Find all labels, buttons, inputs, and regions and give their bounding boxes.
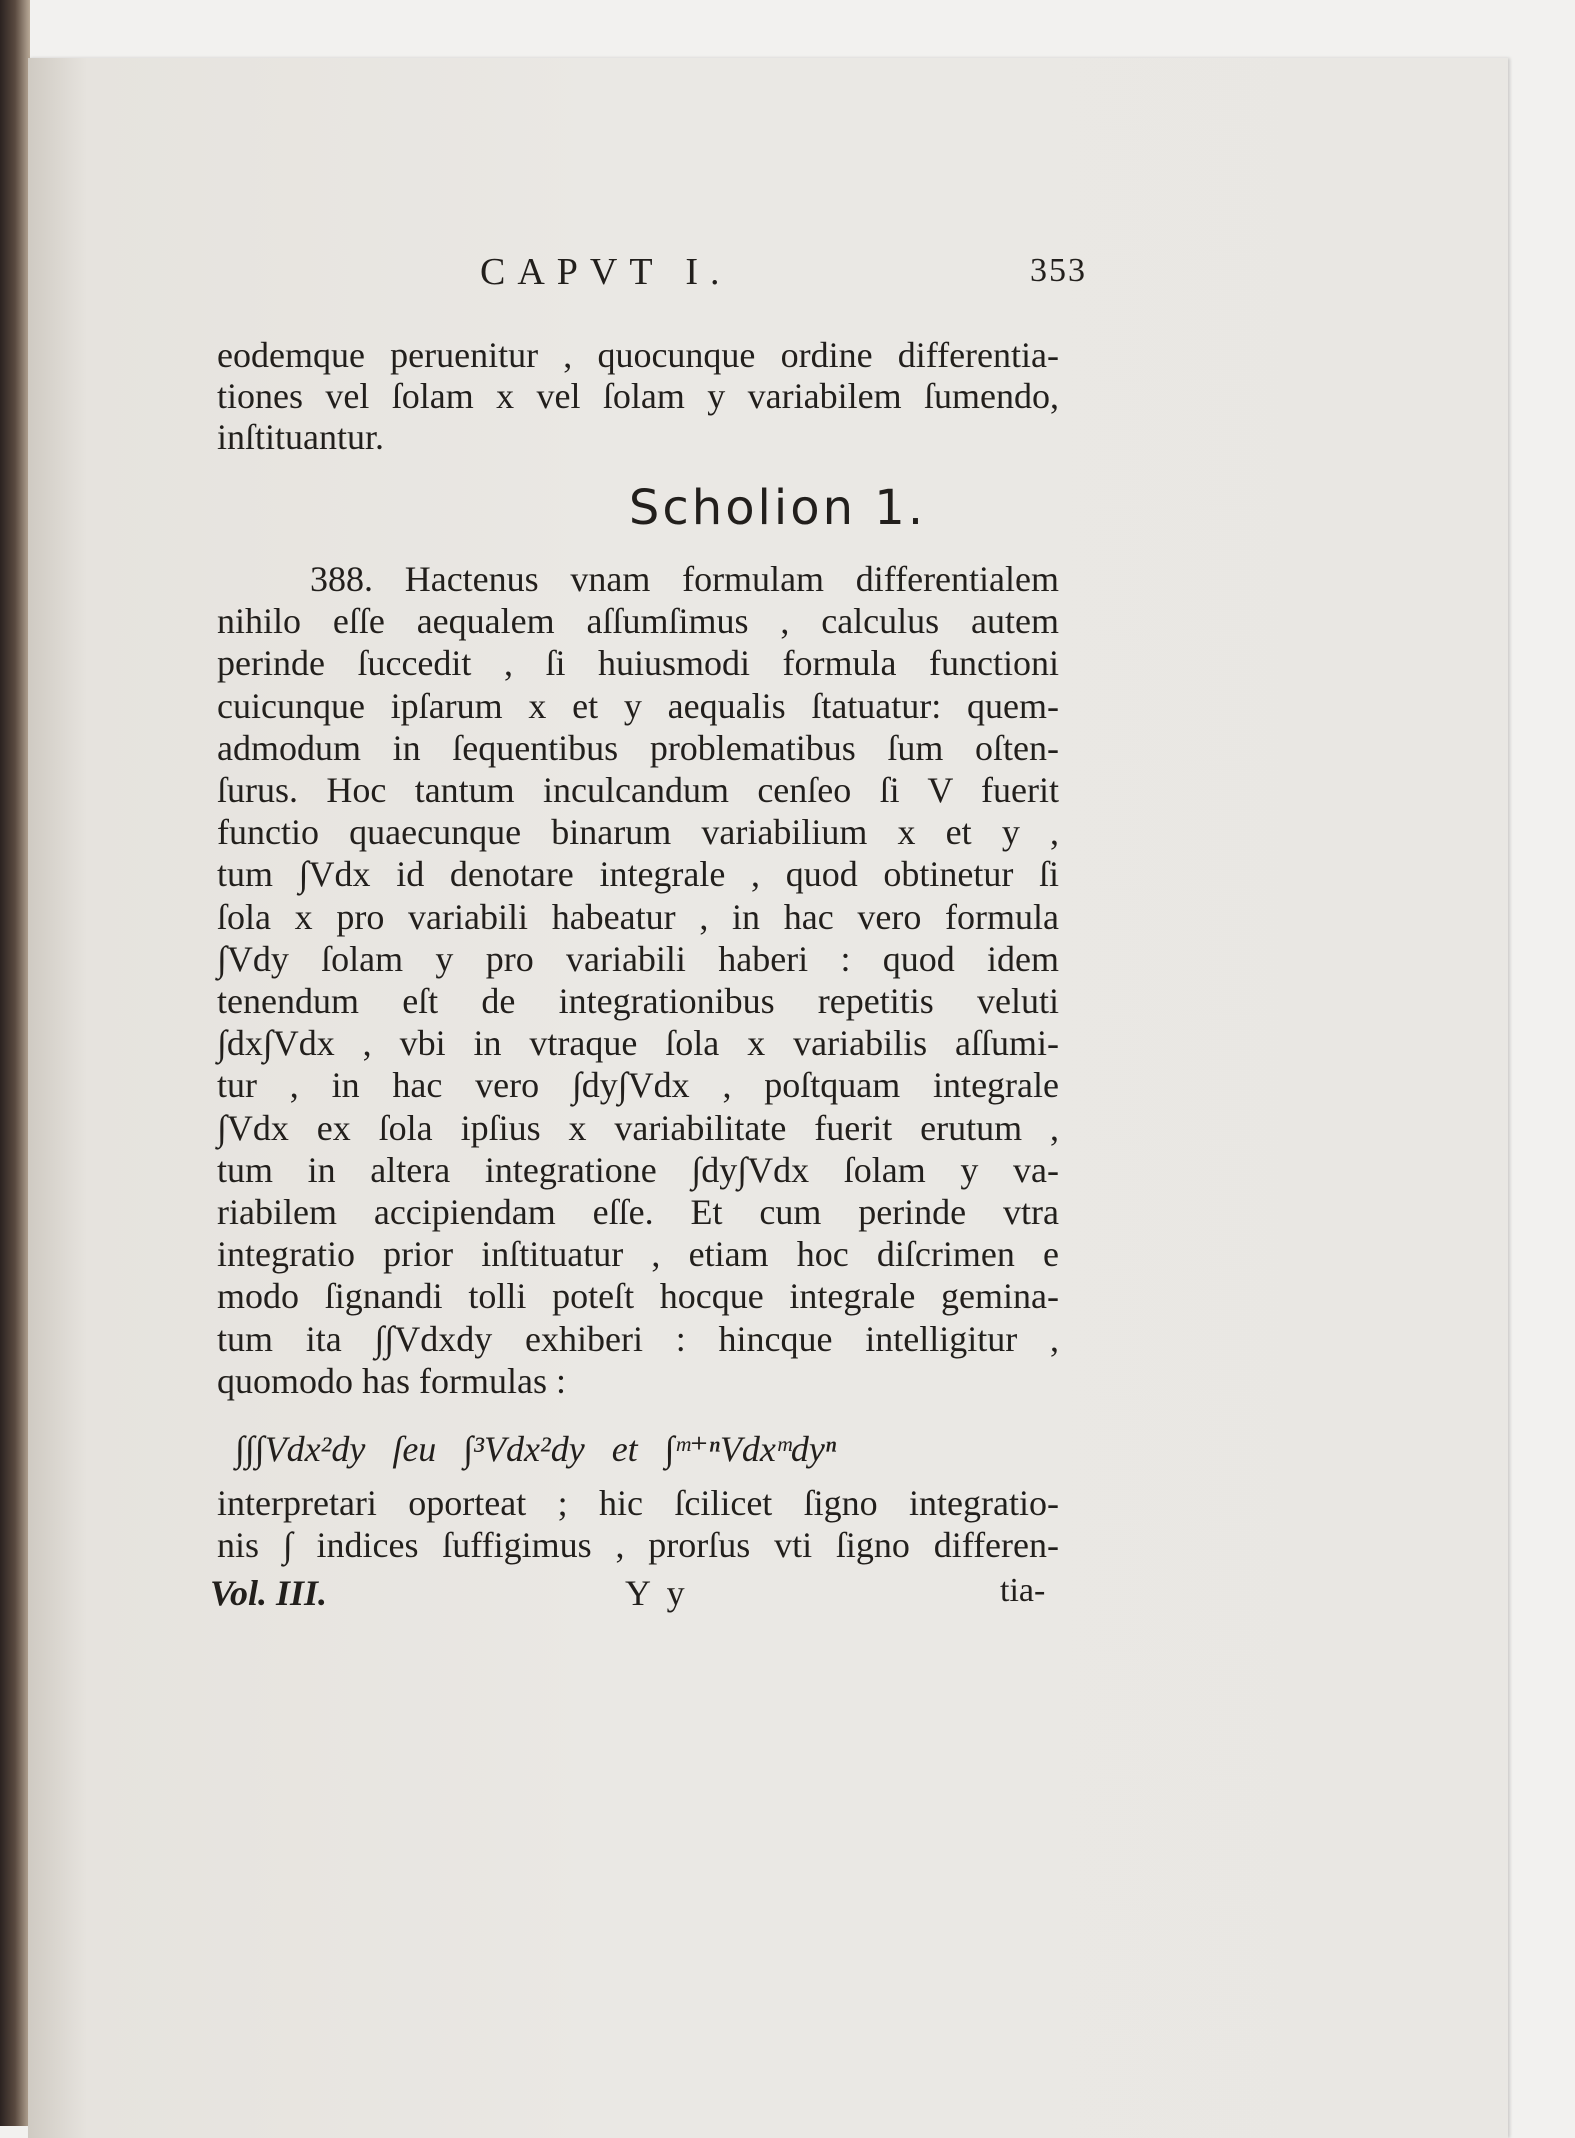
text-line: ∫dx∫Vdx , vbi in vtraque ſola x variabilis aſſumi- [217,1023,1059,1064]
text-line: ſola x pro variabili habeatur , in hac vero formula [217,896,1059,937]
text-line: inſtituantur. [217,417,384,457]
text-line: admodum in ſequentibus problematibus ſum oſten- [217,727,1059,768]
text-line: eodemque peruenitur , quocunque ordine differentia- [217,335,1059,375]
text-line: nis ∫ indices ſuffigimus , prorſus vti ſigno differen- [217,1525,1059,1565]
running-title: CAPVT I. [480,251,732,293]
text-line: ∫Vdx ex ſola ipſius x variabilitate fuerit erutum , [217,1107,1059,1148]
text-line: ſurus. Hoc tantum inculcandum cenſeo ſi V fuerit [217,770,1059,810]
text-line: tum ∫Vdx id denotare integrale , quod obtinetur ſi [217,854,1059,895]
text-line: cuicunque ipſarum x et y aequalis ſtatuatur: quem- [217,685,1059,726]
signature-mark: Y y [625,1573,689,1613]
text-line: 388. Hactenus vnam formulam differentialem [310,559,1059,599]
text-line: tum ita ∫∫Vdxdy exhiberi : hincque intelligitur , [217,1318,1059,1359]
text-line: nihilo eſſe aequalem aſſumſimus , calculus autem [217,601,1059,642]
formula: ∫∫∫Vdx²dy ſeu ∫³Vdx²dy et ∫ᵐ⁺ⁿVdxᵐdyⁿ [235,1429,837,1469]
volume-label: Vol. III. [210,1573,328,1613]
text-line: tur , in hac vero ∫dy∫Vdx , poſtquam integrale [217,1065,1059,1106]
text-line: riabilem accipiendam eſſe. Et cum perinde vtra [217,1192,1059,1232]
text-line: integratio prior inſtituatur , etiam hoc diſcrimen e [217,1234,1059,1275]
text-line: modo ſignandi tolli poteſt hocque integrale gemina- [217,1276,1059,1317]
text-line: perinde ſuccedit , ſi huiusmodi formula functioni [217,643,1059,684]
text-line: interpretari oporteat ; hic ſcilicet ſigno integratio- [217,1483,1059,1523]
text-line: functio quaecunque binarum variabilium x et y , [217,812,1059,853]
text-line: quomodo has formulas : [217,1360,566,1401]
page-number: 353 [1030,252,1087,289]
text-line: ∫Vdy ſolam y pro variabili haberi : quod idem [217,938,1059,979]
section-title: Scholion 1. [628,480,927,536]
section-heading [0,480,1575,536]
book-binding [0,0,30,2126]
catchword: tia- [1000,1572,1046,1609]
text-line: tiones vel ſolam x vel ſolam y variabilem ſumendo, [217,376,1059,416]
text-line: tum in altera integratione ∫dy∫Vdx ſolam y va- [217,1149,1059,1190]
text-line: tenendum eſt de integrationibus repetitis veluti [217,981,1059,1021]
